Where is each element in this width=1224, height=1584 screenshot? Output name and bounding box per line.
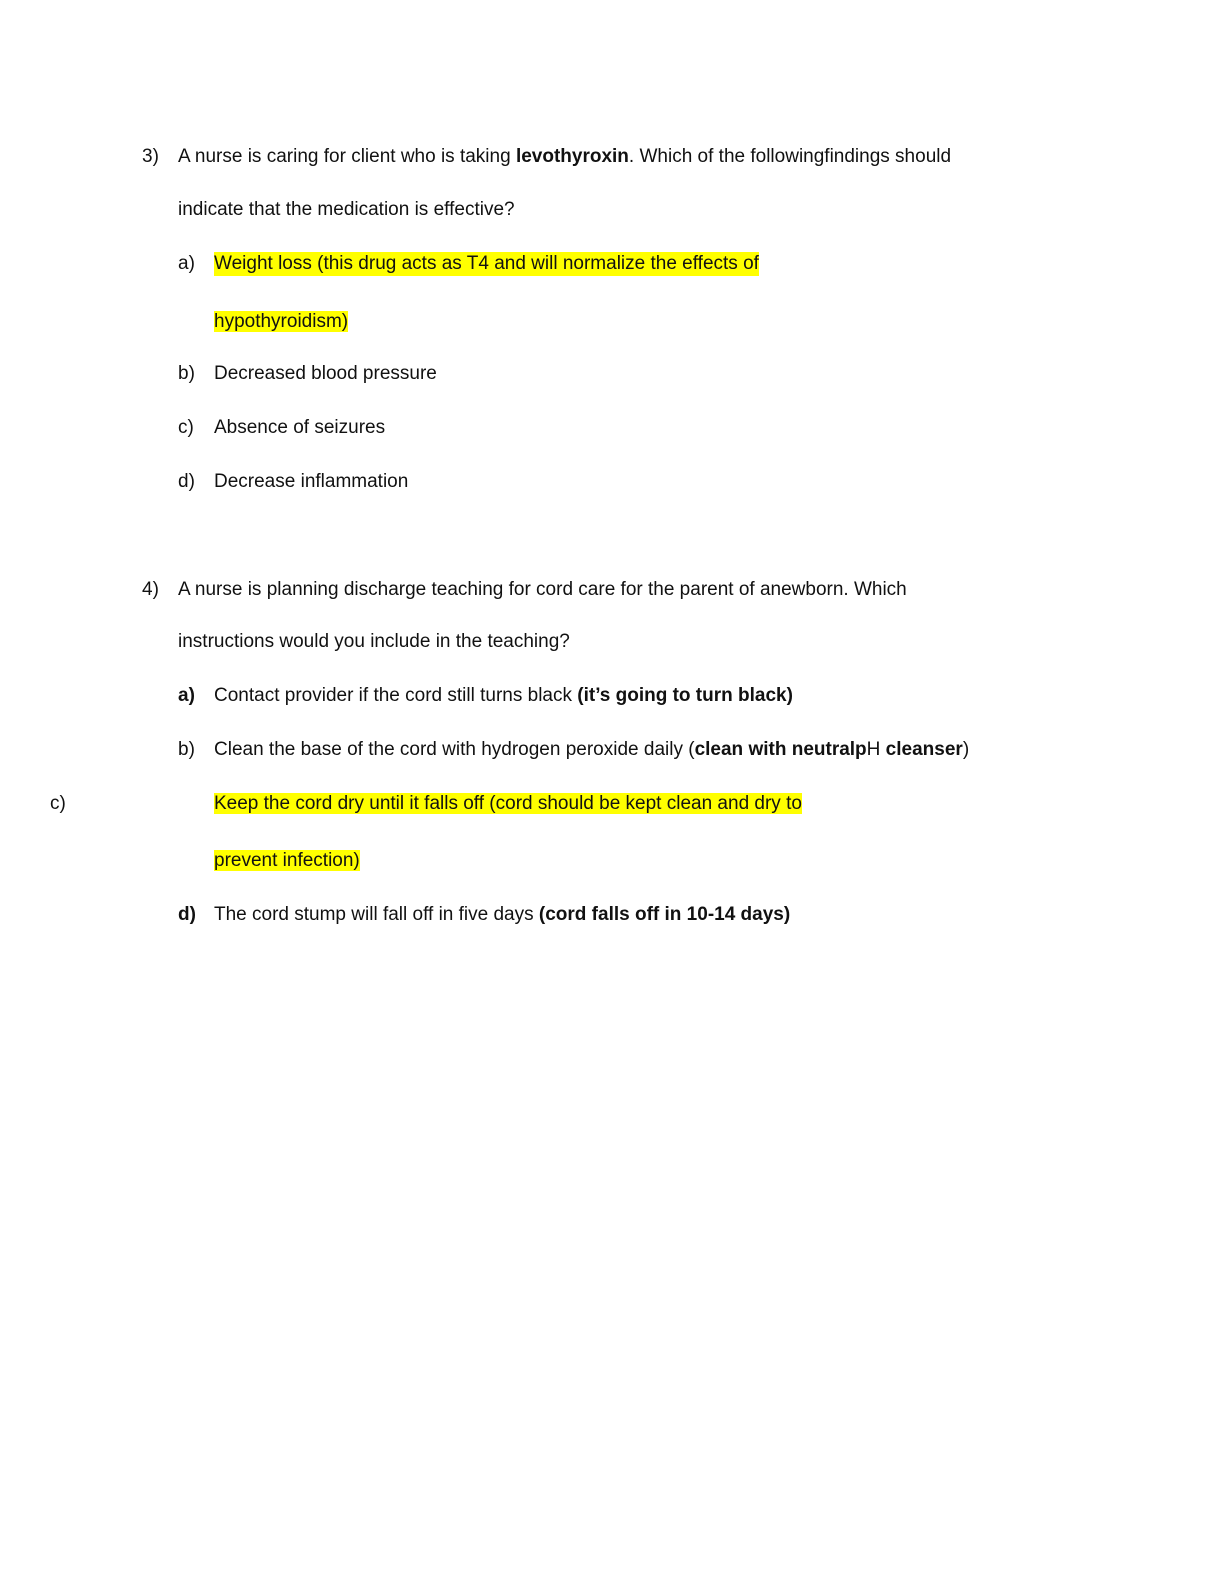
q3-option-a-text: Weight loss (this drug acts as T4 and will normalize the effects of [214, 253, 759, 274]
q4-option-c-label: c) [50, 793, 66, 814]
q4-option-d [178, 903, 791, 927]
q3-drug-name: levothyroxin [515, 146, 629, 167]
q4-option-c-text-cont: prevent infection) [214, 850, 360, 871]
q3-option-b [178, 362, 437, 386]
q4-option-b [178, 738, 970, 762]
q4-option-b-note-part3: cleanser [880, 739, 963, 760]
q4-option-a-label: a) [178, 685, 195, 706]
q4-option-a-text [214, 684, 793, 708]
q3-option-a-cont [214, 310, 348, 334]
q3-option-b-label: b) [178, 363, 195, 384]
q4-option-b-close: ) [962, 739, 970, 760]
q3-option-a [178, 252, 759, 276]
q4-option-a-note: (it’s going to turn black) [577, 685, 793, 706]
q4-option-c-cont [214, 849, 360, 873]
q4-option-c-text: Keep the cord dry until it falls off (cord should be kept clean and dry to [214, 793, 802, 814]
q3-option-c-text: Absence of seizures [214, 417, 386, 438]
q3-option-a-text-cont: hypothyroidism) [214, 311, 349, 332]
q3-option-a-label: a) [178, 253, 195, 274]
q4-line1 [142, 578, 907, 602]
q3-option-c [178, 416, 386, 440]
q3-option-d-label: d) [178, 471, 195, 492]
q4-number: 4) [142, 579, 159, 600]
q3-line2: indicate that the medication is effective? [178, 199, 515, 220]
q3-option-c-label: c) [178, 417, 194, 438]
q4-line2: instructions would you include in the teaching? [178, 631, 570, 652]
q4-option-b-text [214, 738, 969, 762]
q3-option-d [178, 470, 409, 494]
q3-text-part1: A nurse is caring for client who is taking [178, 146, 516, 167]
q3-option-b-text: Decreased blood pressure [214, 363, 437, 384]
q4-option-a [178, 684, 793, 708]
q4-option-b-label: b) [178, 739, 195, 760]
q4-option-d-statement: The cord stump will fall off in five days [214, 904, 539, 925]
q4-option-d-label: d) [178, 904, 196, 925]
q3-number: 3) [142, 146, 159, 167]
q3-text-part2: . Which of the followingfindings should [628, 146, 952, 167]
q4-option-a-statement: Contact provider if the cord still turns black [214, 685, 578, 706]
q4-text: A nurse is planning discharge teaching for cord care for the parent of anewborn. Which [178, 579, 907, 600]
q4-option-c [214, 792, 802, 816]
q3-line1 [142, 145, 952, 169]
q3-text [178, 145, 951, 169]
q4-option-b-note-part2: H [866, 739, 881, 760]
q3-option-d-text: Decrease inflammation [214, 471, 409, 492]
q4-option-d-text [214, 903, 790, 927]
q4-option-d-note: (cord falls off in 10-14 days) [538, 904, 791, 925]
q4-option-b-note-part1: clean with neutralp [694, 739, 867, 760]
q4-option-b-statement: Clean the base of the cord with hydrogen peroxide daily ( [214, 739, 695, 760]
